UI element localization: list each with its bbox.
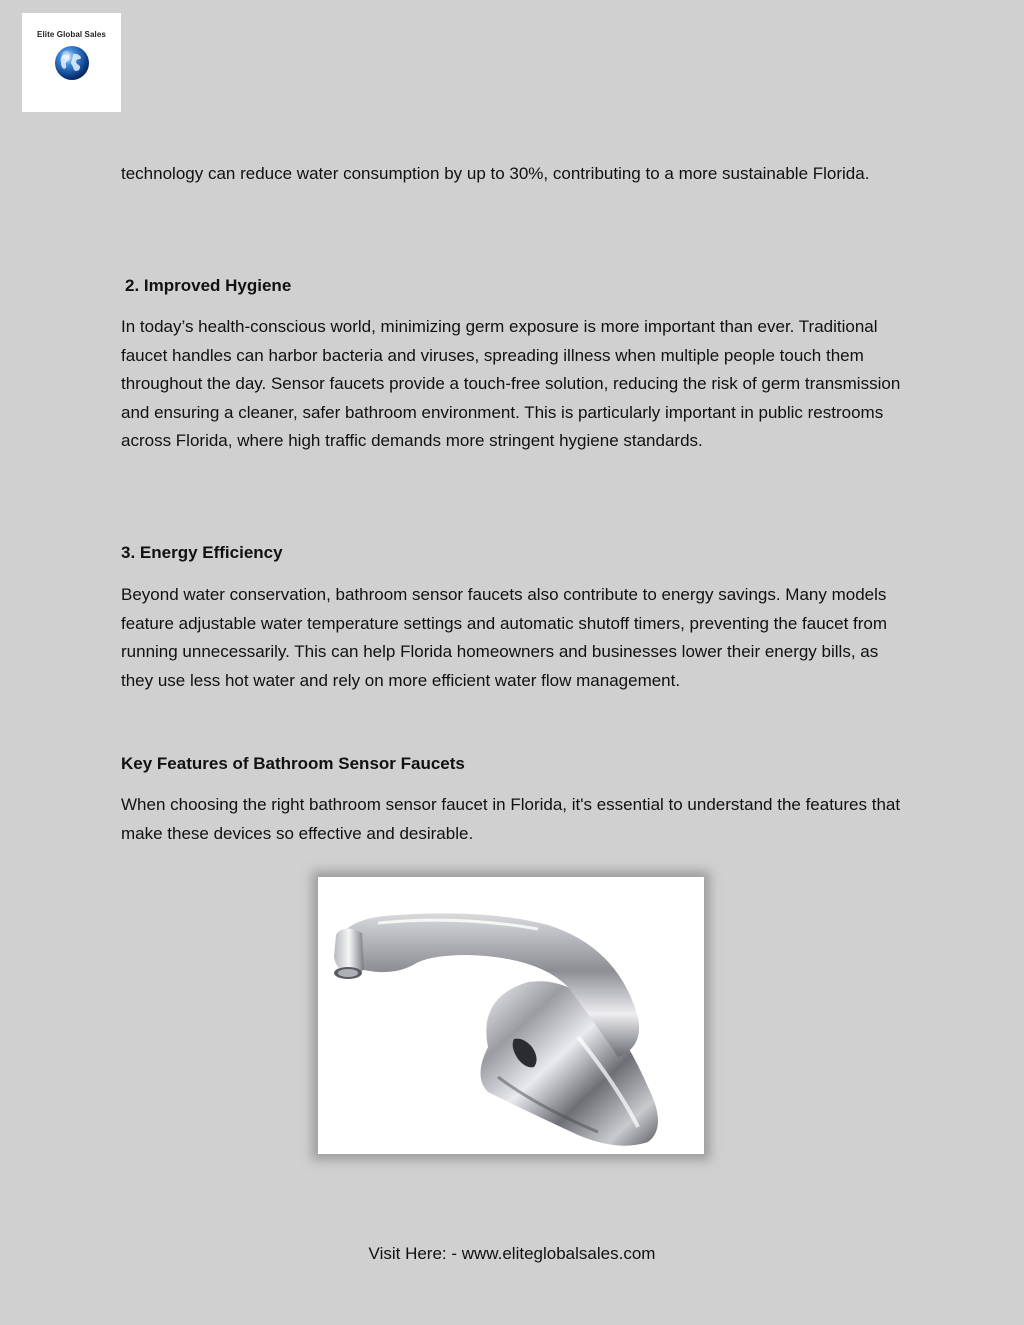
energy-efficiency-heading: 3. Energy Efficiency: [121, 543, 283, 562]
improved-hygiene-heading: 2. Improved Hygiene: [125, 276, 292, 295]
key-features-heading: Key Features of Bathroom Sensor Faucets: [121, 754, 465, 773]
globe-icon: [54, 45, 90, 81]
faucet-illustration: [318, 877, 704, 1154]
logo-text: Elite Global Sales: [37, 30, 106, 39]
footer-link[interactable]: Visit Here: - www.eliteglobalsales.com: [368, 1244, 656, 1263]
company-logo: [22, 13, 121, 112]
improved-hygiene-paragraph: In today’s health-conscious world, minimizing germ exposure is more important than ever. Traditional faucet handles can harbor bacteria and viruses, spreading illness when multiple people touch them throughout the day. Sensor faucets provide a touch-free solution, reducing the risk of germ transmission and ensuring a cleaner, safer bathroom environment. This is particularly important in public restrooms across Florida, where high traffic demands more stringent hygiene standards.: [121, 317, 901, 450]
sensor-faucet-image: [318, 877, 704, 1154]
energy-efficiency-paragraph: Beyond water conservation, bathroom sensor faucets also contribute to energy savings. Many models feature adjustable water temperature settings and automatic shutoff timers, preventing the faucet from running unnecessarily. This can help Florida homeowners and businesses lower their energy bills, as they use less hot water and rely on more efficient water flow management.: [121, 585, 888, 690]
intro-paragraph: technology can reduce water consumption by up to 30%, contributing to a more sustainable Florida.: [121, 164, 870, 183]
key-features-paragraph: When choosing the right bathroom sensor faucet in Florida, it's essential to understand the features that make these devices so effective and desirable.: [121, 795, 901, 843]
